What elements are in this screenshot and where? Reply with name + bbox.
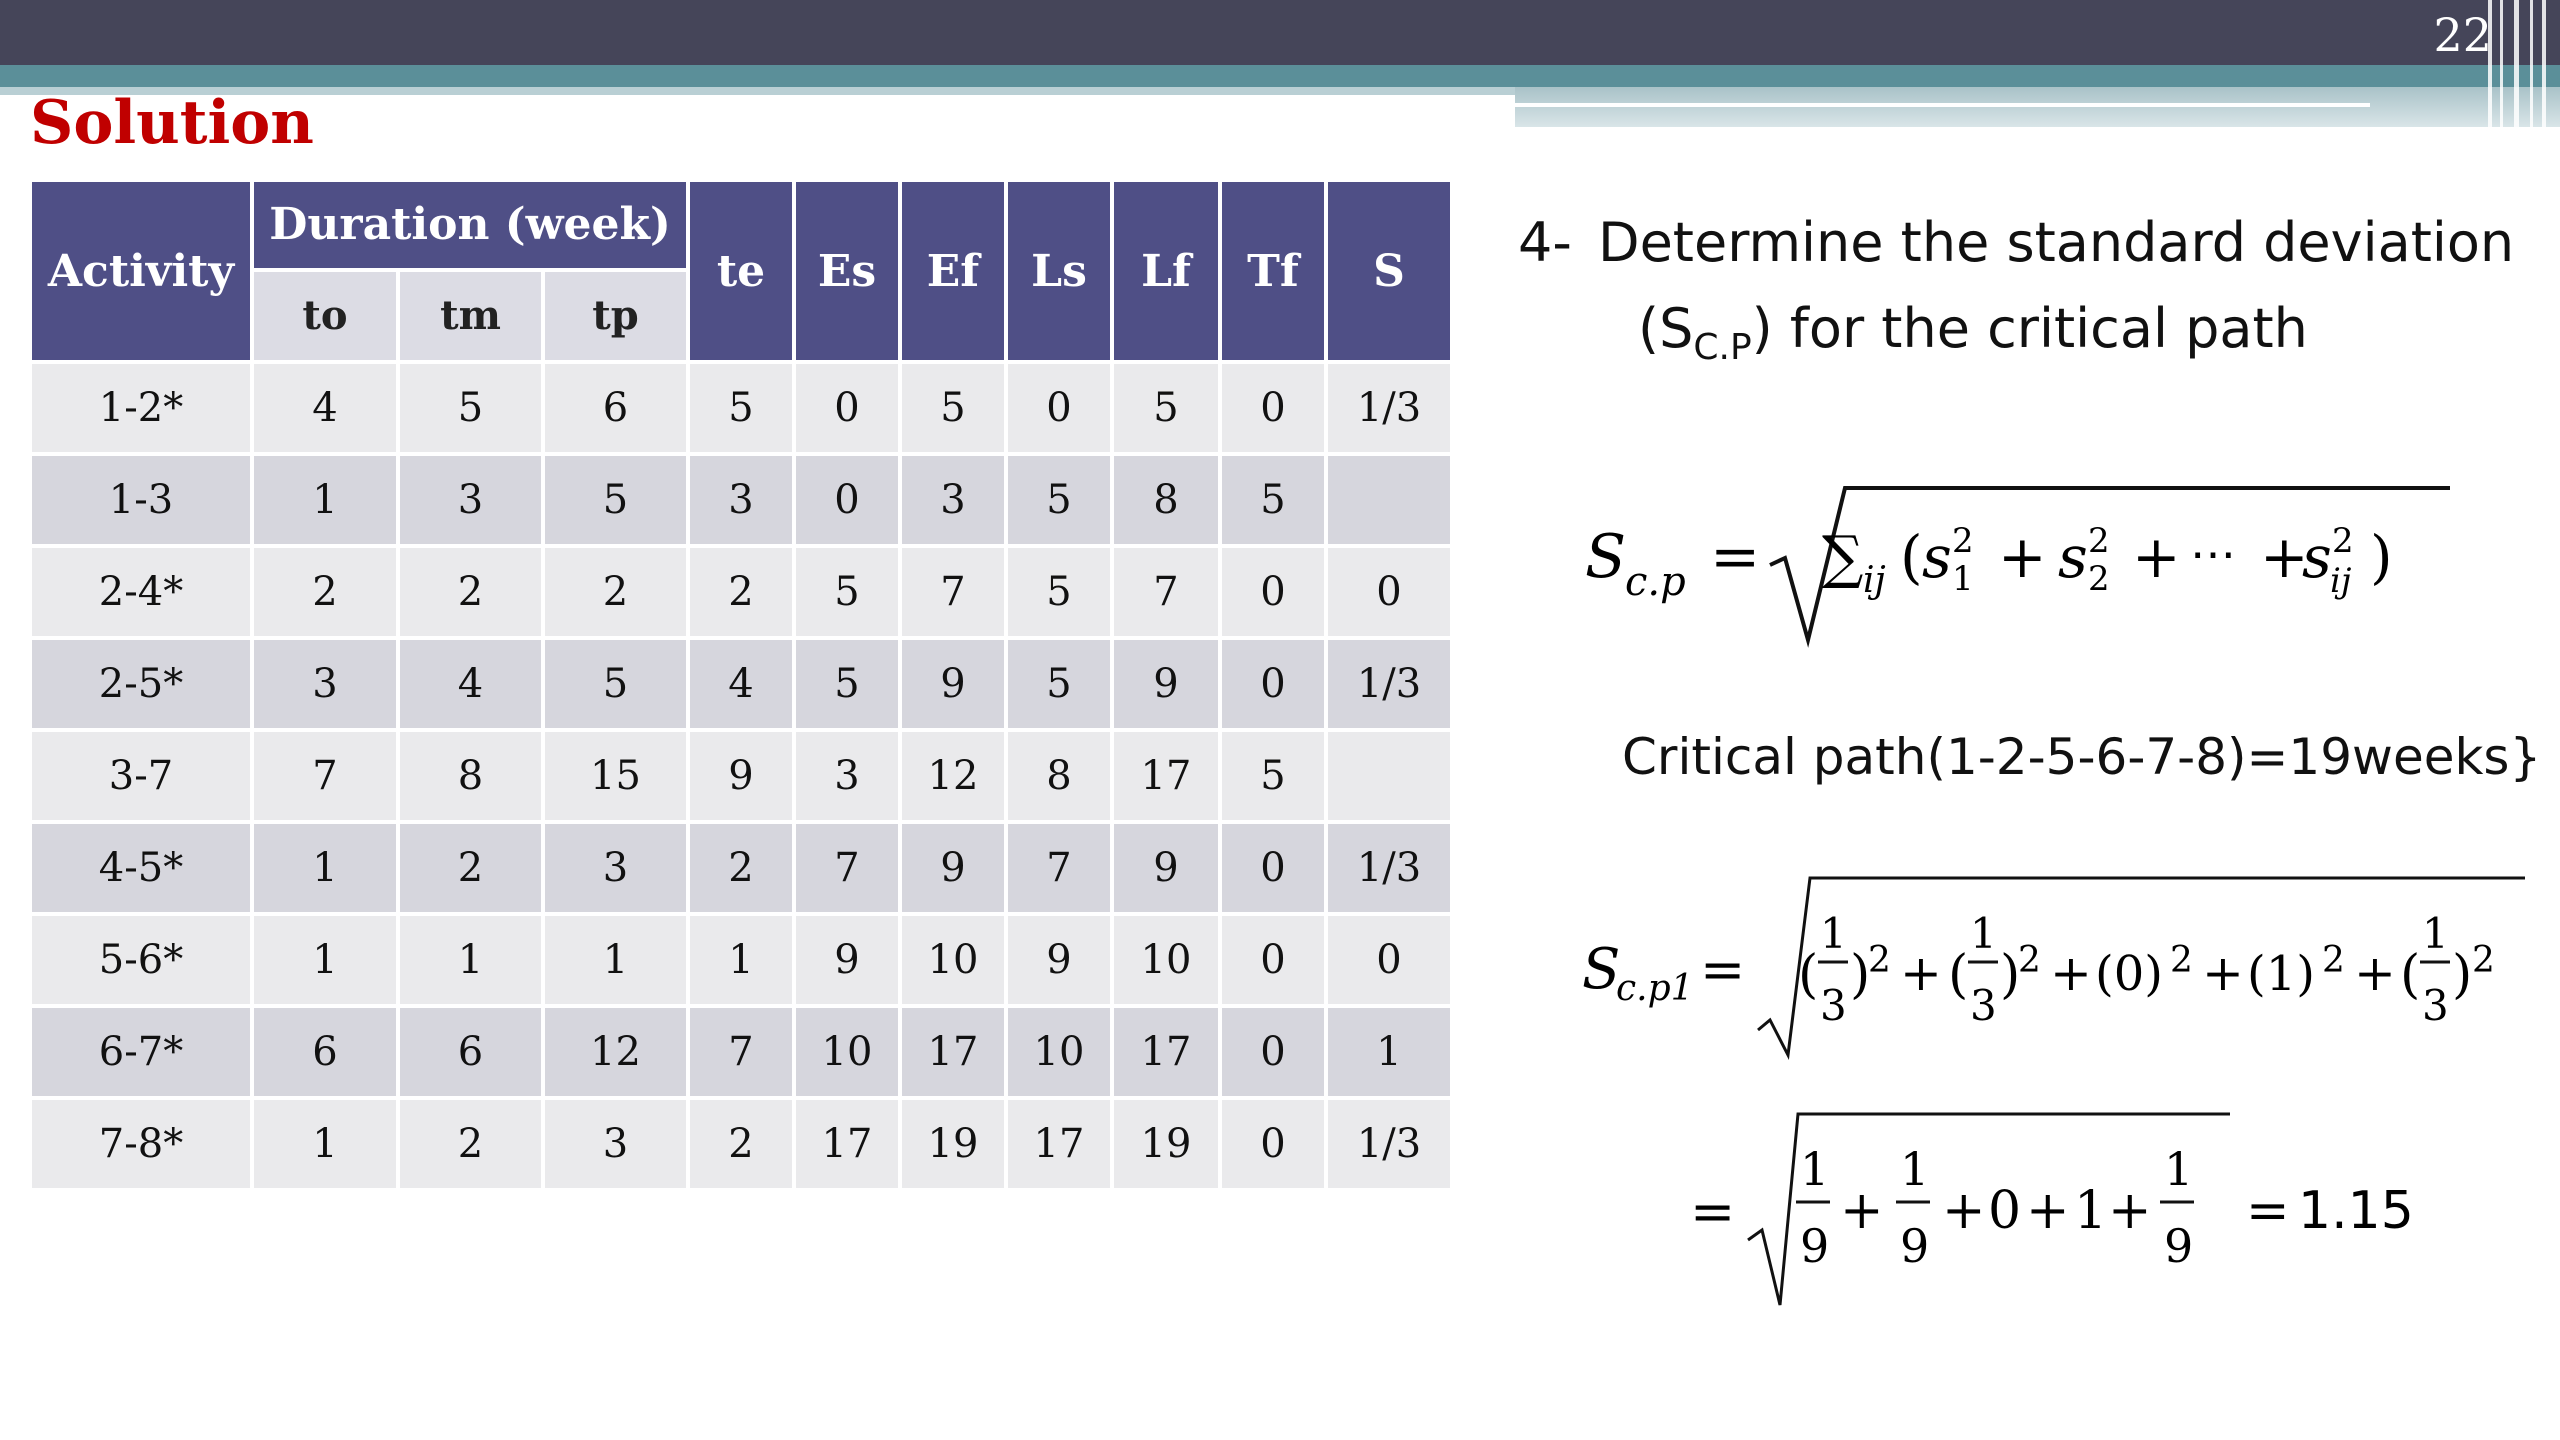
frac2-num: 1	[1970, 909, 1997, 958]
cell-s: 1/3	[1328, 1100, 1450, 1188]
cell-tf: 0	[1222, 1100, 1324, 1188]
numeric-sd-formula-1	[1570, 860, 2530, 1070]
cell-ls: 8	[1008, 732, 1110, 820]
sij-sup: 2	[2332, 521, 2354, 561]
ellipsis: ⋯	[2190, 527, 2236, 581]
cell-es: 17	[796, 1100, 898, 1188]
cell-to: 1	[254, 824, 396, 912]
sq-5: 2	[2472, 940, 2495, 981]
svg-text:(: (	[1798, 945, 1819, 1005]
critical-path-text: Critical path(1-2-5-6-7-8)=19weeks}	[1622, 728, 2542, 786]
formula-equals: =	[1710, 522, 1761, 592]
cell-tp: 3	[545, 1100, 686, 1188]
step-4-text	[1518, 200, 2514, 379]
header-lf: Lf	[1114, 182, 1218, 360]
frac3-num: 1	[2422, 909, 2449, 958]
one-term: (1)	[2247, 946, 2315, 1002]
cell-te: 3	[690, 456, 792, 544]
cell-es: 9	[796, 916, 898, 1004]
cell-ef: 12	[902, 732, 1004, 820]
cell-es: 5	[796, 548, 898, 636]
cell-ef: 10	[902, 916, 1004, 1004]
frac2-den: 3	[1970, 981, 1997, 1030]
cell-activity: 1-3	[32, 456, 250, 544]
cell-to: 7	[254, 732, 396, 820]
cell-ls: 7	[1008, 824, 1110, 912]
header-te: te	[690, 182, 792, 360]
table-row	[32, 456, 1450, 544]
cell-ef: 5	[902, 364, 1004, 452]
s1-sup: 2	[1952, 521, 1974, 561]
plus-1: +	[1998, 523, 2047, 591]
cell-ls: 0	[1008, 364, 1110, 452]
cell-ef: 9	[902, 640, 1004, 728]
cell-tm: 2	[400, 548, 541, 636]
cell-tf: 5	[1222, 456, 1324, 544]
svg-text:(: (	[1948, 945, 1969, 1005]
plus-2: +	[2132, 523, 2181, 591]
header-tm: tm	[400, 272, 541, 360]
cell-tf: 5	[1222, 732, 1324, 820]
n2plus-1: +	[1840, 1181, 1884, 1241]
cell-tf: 0	[1222, 824, 1324, 912]
cell-s: 1/3	[1328, 640, 1450, 728]
cell-lf: 17	[1114, 1008, 1218, 1096]
cell-te: 1	[690, 916, 792, 1004]
cell-te: 9	[690, 732, 792, 820]
cell-lf: 8	[1114, 456, 1218, 544]
sq-3: 2	[2170, 940, 2193, 981]
cell-activity: 7-8*	[32, 1100, 250, 1188]
step-line-1: Determine the standard deviation	[1598, 211, 2515, 274]
decorative-stripes	[2480, 0, 2560, 127]
cell-es: 5	[796, 640, 898, 728]
cell-tp: 5	[545, 640, 686, 728]
cell-ls: 5	[1008, 640, 1110, 728]
table-row	[32, 916, 1450, 1004]
s2-sup: 2	[2088, 521, 2110, 561]
cell-tf: 0	[1222, 640, 1324, 728]
cell-ls: 10	[1008, 1008, 1110, 1096]
cell-tm: 8	[400, 732, 541, 820]
header-es: Es	[796, 182, 898, 360]
cell-ef: 17	[902, 1008, 1004, 1096]
sij-sub: ij	[2330, 561, 2352, 601]
frac3-den: 3	[2422, 981, 2449, 1030]
svg-text:(: (	[2400, 945, 2421, 1005]
cell-activity: 3-7	[32, 732, 250, 820]
table-row	[32, 732, 1450, 820]
step-line-2-sub: C.P	[1693, 327, 1752, 368]
cell-tm: 1	[400, 916, 541, 1004]
cell-tf: 0	[1222, 364, 1324, 452]
cell-tp: 1	[545, 916, 686, 1004]
cell-activity: 2-4*	[32, 548, 250, 636]
frac1-den: 3	[1820, 981, 1847, 1030]
step-number: 4-	[1518, 211, 1572, 274]
accent-bar-right	[1515, 87, 2560, 127]
table-body	[32, 364, 1450, 1188]
sq-4: 2	[2322, 940, 2345, 981]
frac-c-num: 1	[2164, 1142, 2194, 1196]
sum-sub: ij	[1863, 560, 1886, 601]
table-row	[32, 548, 1450, 636]
cell-ef: 9	[902, 824, 1004, 912]
cell-to: 1	[254, 456, 396, 544]
s1-sub: 1	[1952, 559, 1974, 599]
cell-to: 4	[254, 364, 396, 452]
sd-result: 1.15	[2298, 1181, 2414, 1241]
cell-tm: 2	[400, 824, 541, 912]
numeric2-equals: =	[1690, 1180, 1736, 1243]
cell-lf: 7	[1114, 548, 1218, 636]
cell-tm: 5	[400, 364, 541, 452]
cell-tm: 6	[400, 1008, 541, 1096]
cell-s: 1/3	[1328, 364, 1450, 452]
cell-ls: 9	[1008, 916, 1110, 1004]
table-row	[32, 1100, 1450, 1188]
cell-tf: 0	[1222, 548, 1324, 636]
cell-tp: 3	[545, 824, 686, 912]
cell-s: 0	[1328, 916, 1450, 1004]
cell-ef: 19	[902, 1100, 1004, 1188]
numeric-lhs: S	[1582, 937, 1621, 1002]
cell-tm: 3	[400, 456, 541, 544]
table-row	[32, 364, 1450, 452]
step-line-2-close: ) for the critical path	[1751, 297, 2308, 360]
cell-to: 6	[254, 1008, 396, 1096]
cell-lf: 9	[1114, 640, 1218, 728]
frac-b-num: 1	[1900, 1142, 1930, 1196]
cell-lf: 19	[1114, 1100, 1218, 1188]
header-s: S	[1328, 182, 1450, 360]
table-row	[32, 640, 1450, 728]
n2-one: 1	[2074, 1181, 2108, 1241]
svg-text:): )	[2452, 945, 2473, 1005]
paren-close: )	[2370, 523, 2393, 591]
n2-zero: 0	[1988, 1181, 2022, 1241]
slide-title: Solution	[30, 88, 314, 158]
table-row	[32, 824, 1450, 912]
cell-tp: 12	[545, 1008, 686, 1096]
table-row	[32, 1008, 1450, 1096]
cell-lf: 5	[1114, 364, 1218, 452]
numeric-equals: =	[1700, 938, 1746, 1001]
cell-es: 10	[796, 1008, 898, 1096]
nplus-3: +	[2202, 944, 2244, 1002]
sij-base: s	[2302, 523, 2332, 591]
paren-open: (	[1900, 523, 1923, 591]
cell-es: 0	[796, 364, 898, 452]
header-ef: Ef	[902, 182, 1004, 360]
n2plus-3: +	[2026, 1181, 2070, 1241]
top-bar	[0, 0, 2560, 65]
cell-to: 2	[254, 548, 396, 636]
cell-ls: 5	[1008, 548, 1110, 636]
cell-s: 0	[1328, 548, 1450, 636]
sq-1: 2	[1868, 940, 1891, 981]
n2plus-4: +	[2108, 1181, 2152, 1241]
cell-to: 1	[254, 1100, 396, 1188]
numeric-lhs-sub: c.p1	[1616, 968, 1694, 1009]
cell-to: 1	[254, 916, 396, 1004]
header-activity: Activity	[32, 182, 250, 360]
cell-to: 3	[254, 640, 396, 728]
cell-te: 2	[690, 1100, 792, 1188]
s1-base: s	[1922, 523, 1952, 591]
frac-b-den: 9	[1900, 1219, 1930, 1273]
cell-te: 4	[690, 640, 792, 728]
cell-tp: 15	[545, 732, 686, 820]
zero-term: (0)	[2095, 946, 2163, 1002]
accent-line	[1515, 103, 2370, 107]
cell-tp: 5	[545, 456, 686, 544]
cell-activity: 6-7*	[32, 1008, 250, 1096]
cell-ls: 5	[1008, 456, 1110, 544]
header-duration: Duration (week)	[254, 182, 686, 268]
general-sd-formula	[1570, 470, 2470, 670]
cell-lf: 17	[1114, 732, 1218, 820]
cell-ef: 3	[902, 456, 1004, 544]
n2plus-2: +	[1942, 1181, 1986, 1241]
sum-symbol: ∑	[1822, 523, 1864, 591]
svg-text:): )	[1850, 945, 1871, 1005]
cell-tf: 0	[1222, 916, 1324, 1004]
cell-activity: 4-5*	[32, 824, 250, 912]
cell-tp: 2	[545, 548, 686, 636]
header-tf: Tf	[1222, 182, 1324, 360]
s2-sub: 2	[2088, 559, 2110, 599]
cell-activity: 1-2*	[32, 364, 250, 452]
sq-2: 2	[2018, 940, 2041, 981]
cell-te: 5	[690, 364, 792, 452]
cell-te: 7	[690, 1008, 792, 1096]
cell-te: 2	[690, 824, 792, 912]
plus-3: +	[2260, 523, 2309, 591]
frac-a-den: 9	[1800, 1219, 1830, 1273]
accent-bar	[0, 65, 2560, 87]
svg-text:): )	[2000, 945, 2021, 1005]
formula-lhs: S	[1585, 522, 1627, 592]
cell-tm: 2	[400, 1100, 541, 1188]
cell-activity: 2-5*	[32, 640, 250, 728]
header-tp: tp	[545, 272, 686, 360]
slide-number: 22	[2433, 8, 2492, 62]
cell-s	[1328, 732, 1450, 820]
frac1-num: 1	[1820, 909, 1847, 958]
cell-tm: 4	[400, 640, 541, 728]
n2-equals: =	[2246, 1181, 2290, 1241]
cell-es: 0	[796, 456, 898, 544]
cell-lf: 9	[1114, 824, 1218, 912]
numeric-sd-formula-2	[1680, 1100, 2440, 1320]
cell-s	[1328, 456, 1450, 544]
cell-tp: 6	[545, 364, 686, 452]
s2-base: s	[2058, 523, 2088, 591]
cell-ef: 7	[902, 548, 1004, 636]
cell-lf: 10	[1114, 916, 1218, 1004]
nplus-4: +	[2354, 944, 2396, 1002]
formula-lhs-sub: c.p	[1625, 559, 1686, 605]
cell-tf: 0	[1222, 1008, 1324, 1096]
header-to: to	[254, 272, 396, 360]
cell-s: 1	[1328, 1008, 1450, 1096]
frac-c-den: 9	[2164, 1219, 2194, 1273]
cell-es: 3	[796, 732, 898, 820]
step-line-2-open: (S	[1638, 297, 1694, 360]
cell-ls: 17	[1008, 1100, 1110, 1188]
pert-table	[28, 178, 1454, 1192]
cell-es: 7	[796, 824, 898, 912]
cell-te: 2	[690, 548, 792, 636]
nplus-2: +	[2050, 944, 2092, 1002]
cell-activity: 5-6*	[32, 916, 250, 1004]
header-ls: Ls	[1008, 182, 1110, 360]
nplus-1: +	[1900, 944, 1942, 1002]
frac-a-num: 1	[1800, 1142, 1830, 1196]
cell-s: 1/3	[1328, 824, 1450, 912]
